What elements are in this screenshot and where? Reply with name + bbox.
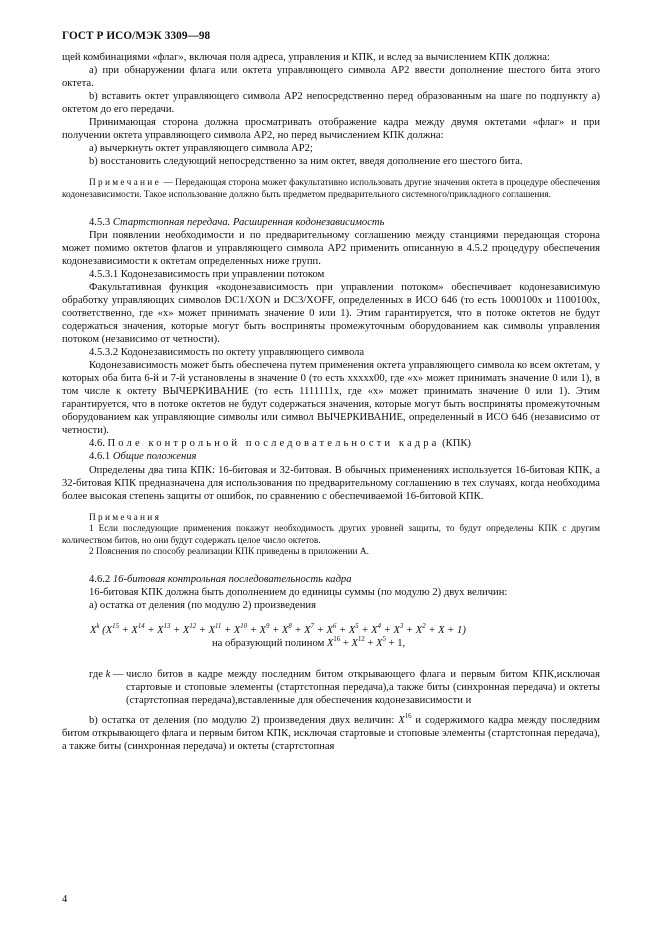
list-item: a) при обнаружении флага или октета управляющего символа АР2 ввести дополнение шестого бита этого октета.	[62, 65, 600, 90]
section-heading-4-6-2	[62, 573, 600, 586]
section-number: 4.6.1	[89, 451, 113, 463]
list-item-text: b) остатка от деления (по модулю 2) произведения двух величин:	[89, 715, 399, 727]
section-heading-4-5-3-1: 4.5.3.1 Кодонезависимость при управлении потоком	[89, 268, 325, 280]
where-text: число битов в кадре между последним битом открывающего флага и первым битом КПК,исключая стартовые и стоповые элементы (стартстопная передача),а также биты (синхронная передача) и октеты (стартстопная передача),вставленные для обеспечения кодонезависимости и	[126, 669, 600, 707]
where-clause	[62, 668, 600, 707]
formula-line-2: на образующий полином $X^{16} + X^{12} + X^5 + 1$,	[212, 636, 406, 650]
page-header: ГОСТ Р ИСО/МЭК 3309—98	[62, 30, 211, 42]
list-item-text: и содержимого кадра между последним битом открывающего флага и первым битом КПК, исключая стартовые и стоповые элементы (стартстопная передача), а также биты (синхронная передача) и октеты (стартстопная	[62, 715, 600, 753]
where-variable: k	[105, 669, 111, 681]
paragraph: Факультативная функция «кодонезависимость при управлении потоком» обеспечивает кодонезависимую обработку управляющих символов DC1/XON и DC3/XOFF, определенных в ИСО 646 (то есть 1000100x и 1100100x, соответственно, где «x» может принимать значение 0 или 1). Этим гарантируется, что в потоке октетов не будут содержаться значения, которые могут быть восприняты промежуточным оборудованием как символы управления потоком (независимо от четности).	[62, 281, 600, 346]
list-item: a) вычеркнуть октет управляющего символа АР2;	[89, 143, 313, 155]
formula-text: на образующий полином	[212, 638, 327, 650]
section-heading-4-6	[62, 437, 600, 450]
note-text: — Передающая сторона может факультативно использовать другие значения октета в процедуре обеспечения кодонезависимости. Такое использование должно быть предметом предварительного системного/прикладного соглашения.	[62, 178, 600, 201]
where-prefix: где	[89, 669, 106, 681]
section-number: 4.5.3	[89, 216, 113, 228]
section-abbr: (КПК)	[439, 438, 471, 450]
page-number: 4	[62, 894, 68, 905]
where-dash: —	[110, 669, 124, 681]
list-item: b) остатка от деления (по модулю 2) произведения двух величин: $X^{16}$ и содержимого кадра между последним битом открывающего флага и первым битом КПК, исключая стартовые и стоповые элементы (стартстопная передача), а также биты (синхронная передача) и октеты (стартстопная	[62, 713, 600, 753]
paragraph: Кодонезависимость может быть обеспечена путем применения октета управляющего символа ко всем октетам, у которых оба бита 6-й и 7-й установлены в значение 0 (то есть xxxxx00, где «x» может принимать значение 0 или 1), в том числе к октету ВЫЧЕРКИВАНИЕ (то есть 1111111x, где «x» может принимать значение 0 или 1). Этим гарантируется, что в потоке октетов не будут содержаться значения, которые могут быть восприняты промежуточным оборудованием как управляющие символы или символ ВЫЧЕРКИВАНИЕ, определенный в ИСО 646 (независимо от четности).	[62, 360, 600, 437]
section-title: Поле контрольной последовательности кадра	[107, 438, 440, 450]
section-title: Общие положения	[112, 451, 197, 463]
section-heading-4-5-3	[62, 216, 600, 229]
list-item: b) вставить октет управляющего символа АР2 непосредственно перед образованным на шаге по подпункту а) октетом до его передачи.	[62, 91, 600, 116]
page-body	[62, 51, 600, 754]
paragraph: При появлении необходимости и по предварительному соглашению между станциями передающая сторона может помимо октетов флагов и управляющего символа АР2 применить описанную в 4.5.2 процедуру обеспечения кодонезависимости к октетам определенных ниже групп.	[62, 229, 600, 267]
note	[62, 178, 600, 201]
paragraph: Принимающая сторона должна просматривать отображение кадра между двумя октетами «флаг» и при получении октета управляющего символа АР2, но перед вычислением КПК должна:	[62, 117, 600, 142]
where-lead	[62, 668, 126, 707]
section-number: 4.6.	[89, 438, 108, 450]
paragraph: щей комбинациями «флаг», включая поля адреса, управления и КПК, и вслед за вычислением КПК должна:	[62, 52, 550, 63]
list-item: a) остатка от деления (по модулю 2) произведения	[89, 600, 316, 612]
formula-line-1: $X^k$ $(X^{15} + X^{14} + X^{13} + X^{12} + X^{11} + X^{10} + X^9 + X^8 + X^7 + X^6 + X^5 + X^4 + X^3 + X^2 + X + 1)$	[90, 623, 466, 637]
paragraph: 16-битовая КПК должна быть дополнением до единицы суммы (по модулю 2) двух величин:	[89, 587, 508, 599]
list-item: b) восстановить следующий непосредственно за ним октет, введя дополнение его шестого бита.	[89, 156, 523, 168]
section-heading-4-6-1	[62, 450, 600, 463]
section-title: Стартстопная передача. Расширенная кодонезависимость	[112, 216, 385, 228]
note-item: 1 Если последующие применения покажут необходимость других уровней защиты, то будут определены КПК с другим количеством битов, но они будут содержать целое число октетов.	[62, 524, 600, 546]
notes-label: Примечания	[89, 512, 162, 523]
section-number: 4.6.2	[89, 574, 113, 586]
section-heading-4-5-3-2: 4.5.3.2 Кодонезависимость по октету управляющего символа	[89, 347, 365, 359]
note-label: Примечание	[89, 178, 161, 189]
note-item: 2 Пояснения по способу реализации КПК приведены в приложении А.	[89, 547, 369, 558]
section-title: 16-битовая контрольная последовательность кадра	[112, 574, 352, 586]
paragraph: Определены два типа КПК: 16-битовая и 32-битовая. В обычных применениях используется 16-битовая КПК, а 32-битовая КПК предназначена для использования по предварительному соглашению в тех случаях, когда необходима более высокая степень защиты от ошибок, по сравнению с обеспечиваемой 16-битовой КПК.	[62, 464, 600, 502]
